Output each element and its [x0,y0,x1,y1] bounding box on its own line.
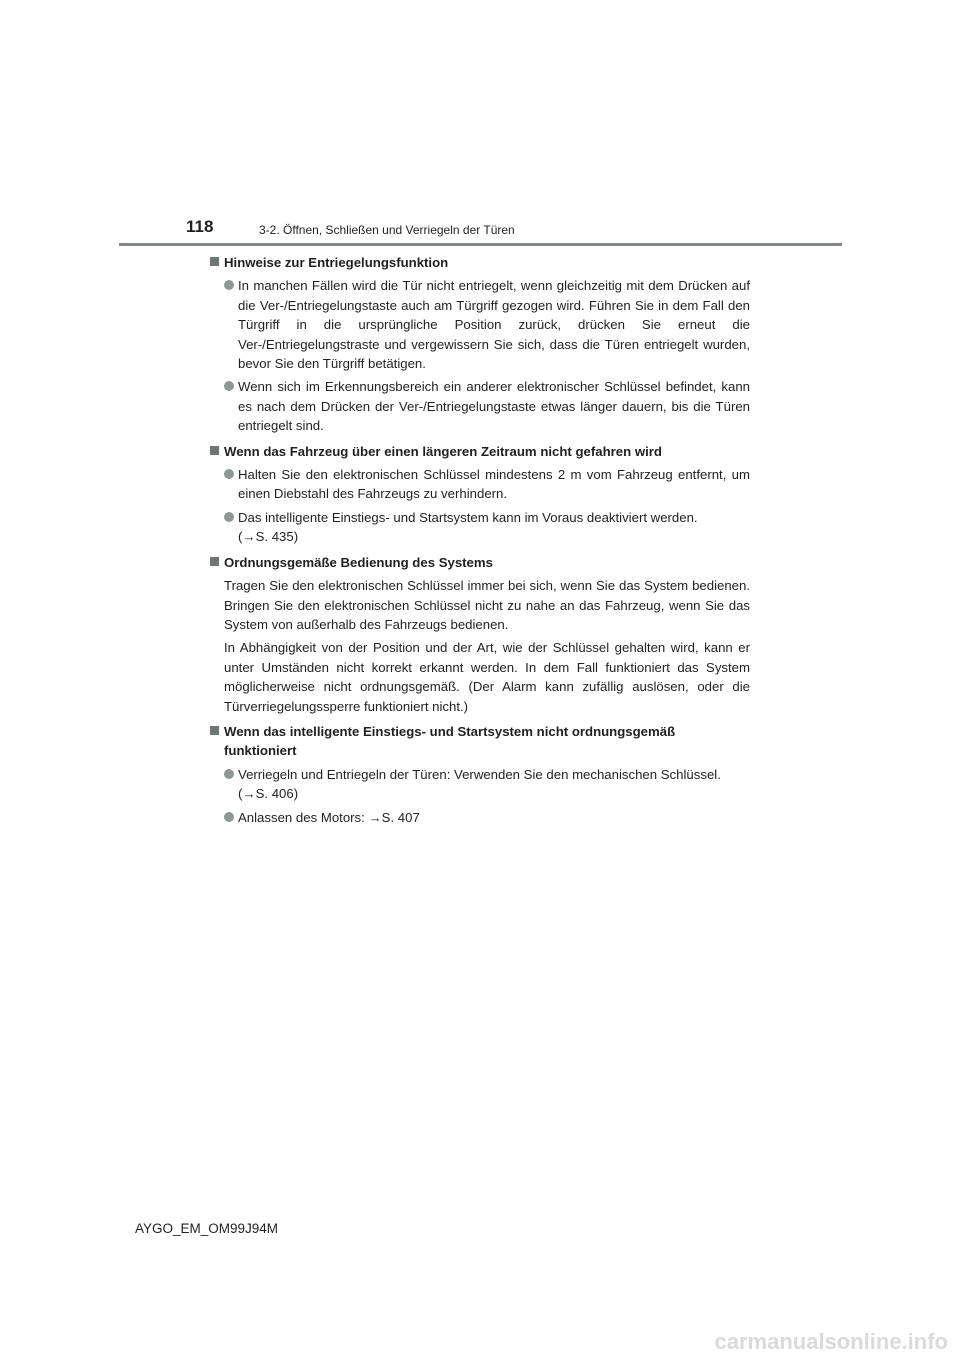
section-unlock-notes [210,253,750,436]
page-reference: (→S. 435) [238,529,299,545]
document-code: AYGO_EM_OM99J94M [135,1221,279,1236]
section-heading-text: Wenn das intelligente Einstiegs- und Startsystem nicht ordnungsgemäß funktioniert [224,723,676,759]
section-vehicle-not-driven [210,442,750,547]
list-item-text: In manchen Fällen wird die Tür nicht entriegelt, wenn gleichzeitig mit dem Drücken auf die Ver-/Entriegelungstaste auch am Türgriff gezogen wird. Führen Sie in dem Fall den Türgriff in die ursprüngliche Position zurück, drücken Sie erneut die Ver-/Entriegelungstraste und vergewissern Sie sich, dass die Türen entriegelt wurden, bevor Sie den Türgriff betätigen. [238,278,750,372]
chapter-title: 3-2. Öffnen, Schließen und Verriegeln der Türen [259,223,515,237]
section-heading [210,253,750,272]
list-item [210,377,750,435]
circle-bullet-icon [224,280,234,290]
section-proper-operation [210,553,750,716]
circle-bullet-icon [224,812,234,822]
page-reference: (→S. 406) [238,786,299,802]
list-item [210,508,750,547]
list-item [210,465,750,504]
section-heading [210,722,750,761]
watermark: carmanualsonline.info [714,1329,948,1354]
list-item-text: Verriegeln und Entriegeln der Türen: Verwenden Sie den mechanischen Schlüssel. [238,766,721,782]
square-bullet-icon [210,726,219,735]
circle-bullet-icon [224,512,234,522]
paragraph: Tragen Sie den elektronischen Schlüssel immer bei sich, wenn Sie das System bedienen. Bringen Sie den elektronischen Schlüssel nicht zu nahe an das Fahrzeug, wenn Sie das System von außerhalb des Fahrzeugs bedienen. [224,578,750,632]
list-item-text: Das intelligente Einstiegs- und Startsystem kann im Voraus deaktiviert werden. [238,509,698,525]
circle-bullet-icon [224,469,234,479]
section-heading [210,553,750,572]
section-heading-text: Wenn das Fahrzeug über einen längeren Zeitraum nicht gefahren wird [224,443,662,459]
list-item-text: Anlassen des Motors: →S. 407 [238,809,420,825]
list-item-text: Halten Sie den elektronischen Schlüssel mindestens 2 m vom Fahrzeug entfernt, um einen Diebstahl des Fahrzeugs zu verhindern. [238,467,750,502]
page-number: 118 [186,217,214,236]
square-bullet-icon [210,557,219,566]
list-item-text: Wenn sich im Erkennungsbereich ein anderer elektronischer Schlüssel befindet, kann es nach dem Drücken der Ver-/Entriegelungstaste etwas länger dauern, bis die Türen entriegelt sind. [238,379,750,434]
list-item [210,808,750,827]
list-item [210,765,750,804]
section-malfunction [210,722,750,827]
square-bullet-icon [210,257,219,266]
header-divider [119,243,842,246]
circle-bullet-icon [224,381,234,391]
paragraph: In Abhängigkeit von der Position und der Art, wie der Schlüssel gehalten wird, kann er unter Umständen nicht korrekt erkannt werden. In dem Fall funktioniert das System möglicherweise nicht ordnungsgemäß. (Der Alarm kann zufällig auslösen, oder die Türverriegelungssperre funktioniert nicht.) [224,640,750,714]
section-heading-text: Ordnungsgemäße Bedienung des Systems [224,554,493,570]
main-content [210,253,750,833]
list-item [210,276,750,373]
section-heading-text: Hinweise zur Entriegelungsfunktion [224,255,449,270]
section-heading [210,442,750,461]
square-bullet-icon [210,446,219,455]
circle-bullet-icon [224,769,234,779]
